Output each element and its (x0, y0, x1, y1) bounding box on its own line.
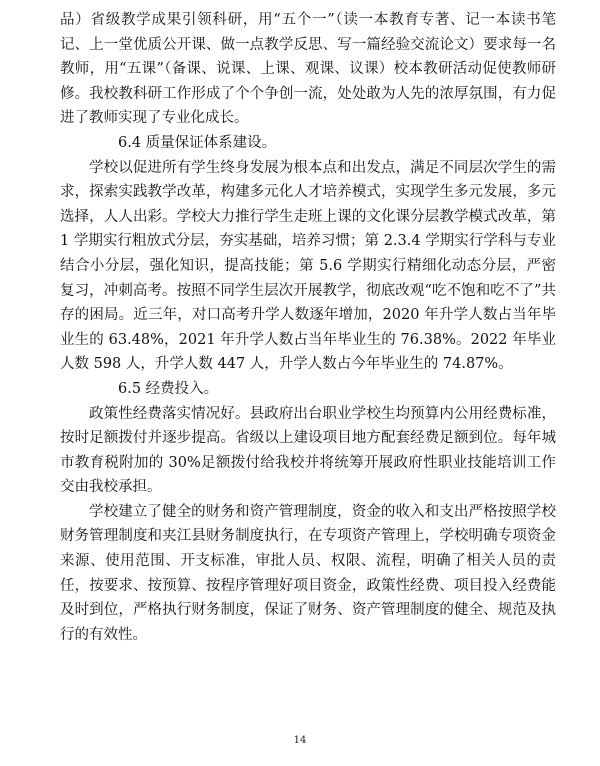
paragraph-tiered-teaching: 学校以促进所有学生终身发展为根本点和出发点，满足不同层次学生的需求，探索实践教学改革，构建多元化人才培养模式，实现学生多元发展，多元选择，人人出彩。学校大力推行学生走班上课的文化课分层教学模式改革，第 1 学期实行粗放式分层，夯实基础，培养习惯；第 2.3.4 学期实行学科与专业结合小分层，强化知识，提高技能；第 5.6 学期实行精细化动态分层，严密复习，冲刺高考。按照不同学生层次开展教学，彻底改观“吃不饱和吃不了”共存的困局。近三年，对口高考升学人数逐年增加，2020 年升学人数占当年毕业生的 63.48%，2021 年升学人数占当年毕业生的 76.38%。2022 年毕业人数 598 人，升学人数 447 人，升学人数占今年毕业生的 74.87%。 (60, 159, 556, 373)
document-body (60, 8, 556, 647)
paragraph-financial-management: 学校建立了健全的财务和资产管理制度，资金的收入和支出严格按照学校财务管理制度和夹江县财务制度执行，在专项资产管理上，学校明确专项资金来源、使用范围、开支标准，审批人员、权限、流程，明确了相关人员的责任，按要求、按预算、按程序管理好项目资金，政策性经费、项目投入经费能及时到位，严格执行财务制度，保证了财务、资产管理制度的健全、规范及执行的有效性。 (60, 503, 556, 643)
section-heading-quality-assurance: 6.4 质量保证体系建设。 (118, 134, 277, 151)
paragraph-policy-funding: 政策性经费落实情况好。县政府出台职业学校生均预算内公用经费标准，按时足额拨付并逐步提高。省级以上建设项目地方配套经费足额到位。每年城市教育税附加的 30%足额拨付给我校并将统筹开展政府性职业技能培训工作交由我校承担。 (60, 405, 556, 496)
paragraph-research-continuation: 品）省级教学成果引领科研，用“五个一”（读一本教育专著、记一本读书笔记、上一堂优质公开课、做一点教学反思、写一篇经验交流论文）要求每一名教师，用“五课”（备课、说课、上课、观课、议课）校本教研活动促使教师研修。我校教科研工作形成了个个争创一流，处处敢为人先的浓厚氛围，有力促进了教师实现了专业化成长。 (60, 12, 556, 127)
section-heading-funding: 6.5 经费投入。 (118, 380, 219, 397)
page-number: 14 (293, 735, 307, 746)
